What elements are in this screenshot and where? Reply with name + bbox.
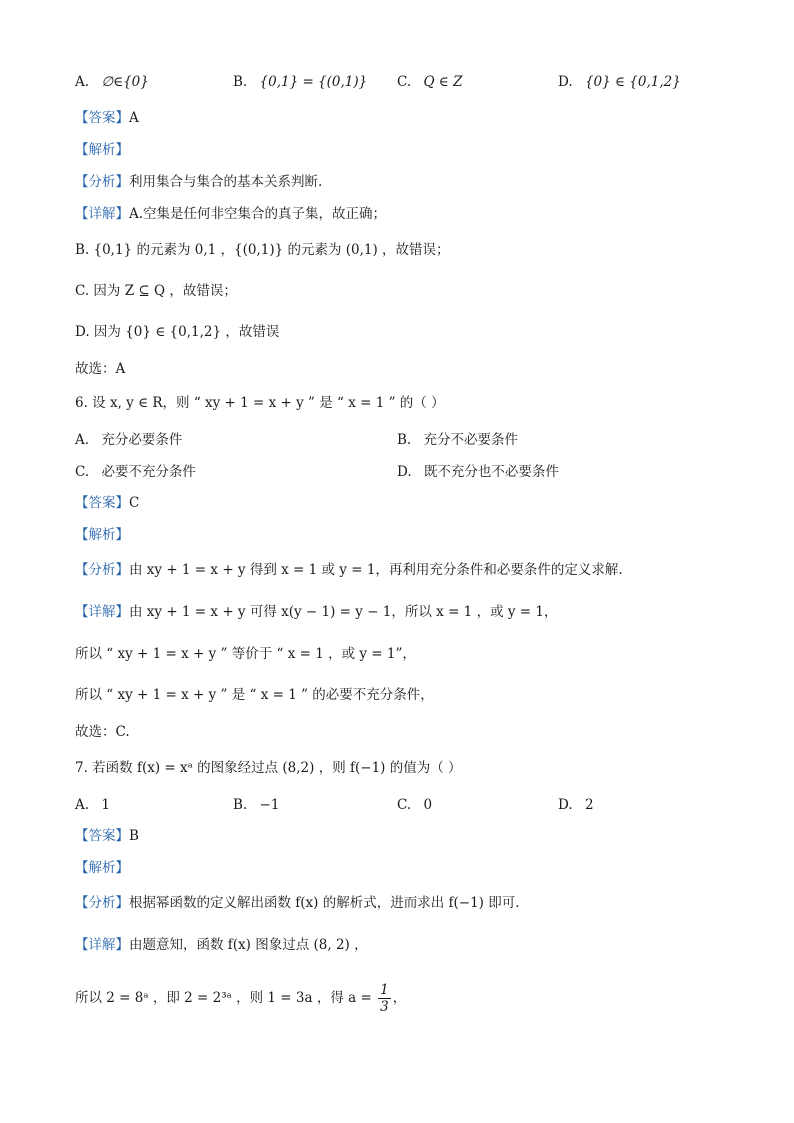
last-line-prefix: 所以 2 = 8ᵃ ，即 2 = 2³ᵃ ，则 1 = 3a ，得 a = — [75, 990, 372, 1006]
q6-option-a — [75, 430, 182, 450]
option-letter: B. — [233, 797, 248, 813]
option-text: 2 — [584, 797, 594, 813]
xiangjie-tag: 【详解】 — [75, 937, 129, 953]
q5-line-b: B. {0,1} 的元素为 0,1 ，{(0,1)} 的元素为 (0,1) ，故错误； — [75, 242, 450, 258]
fenxi-text: 根据幂函数的定义解出函数 f(x) 的解析式，进而求出 f(−1) 即可. — [129, 895, 520, 911]
q7-xiangjie — [75, 935, 368, 955]
fenxi-tag: 【分析】 — [75, 174, 129, 190]
option-text: 充分必要条件 — [101, 432, 183, 448]
q6-line-1: 所以 “ xy + 1 = x + y ” 等价于 “ x = 1 ，或 y = 1”， — [75, 646, 416, 662]
q5-analysis-tag: 【解析】 — [75, 142, 129, 158]
q6-analysis-tag: 【解析】 — [75, 527, 129, 543]
q5-fenxi — [75, 172, 322, 192]
option-text: 0 — [423, 797, 433, 813]
option-letter: B. — [233, 74, 248, 90]
answer-tag: 【答案】 — [75, 110, 129, 126]
q7-answer — [75, 826, 139, 846]
answer-tag: 【答案】 — [75, 495, 129, 511]
answer-value: C — [129, 495, 140, 511]
xiangjie-tag: 【详解】 — [75, 604, 129, 620]
q5-line-d: D. 因为 {0} ∈ {0,1,2} ，故错误 — [75, 324, 280, 340]
option-text: 必要不充分条件 — [101, 464, 196, 480]
q6-xiangjie — [75, 602, 557, 622]
xiangjie-text: 由题意知，函数 f(x) 图象过点 (8, 2) ， — [129, 937, 368, 953]
fenxi-text: 利用集合与集合的基本关系判断. — [129, 174, 323, 190]
q5-answer — [75, 108, 139, 128]
q5-conclusion: 故选：A — [75, 361, 126, 377]
option-text: Q ∈ Z — [423, 74, 463, 90]
q7-fenxi — [75, 893, 520, 913]
option-text: 1 — [101, 797, 110, 813]
q7-option-d — [558, 795, 594, 815]
option-letter: C. — [397, 74, 412, 90]
option-text: −1 — [259, 797, 280, 813]
option-letter: A. — [75, 432, 90, 448]
q7-option-c — [397, 795, 432, 815]
q7-stem: 7. 若函数 f(x) = xᵃ 的图象经过点 (8,2) ，则 f(−1) 的值为（ ） — [75, 760, 462, 776]
q6-stem: 6. 设 x, y ∈ R，则 “ xy + 1 = x + y ” 是 “ x = 1 ” 的（ ） — [75, 395, 445, 411]
option-text: {0,1} = {(0,1)} — [259, 74, 368, 90]
q7-analysis-tag: 【解析】 — [75, 860, 129, 876]
answer-value: A — [129, 110, 139, 126]
option-text: 既不充分也不必要条件 — [423, 464, 559, 480]
q7-last-line — [75, 978, 406, 1018]
xiangjie-text: A.空集是任何非空集合的真子集，故正确； — [129, 206, 387, 222]
option-text: 充分不必要条件 — [423, 432, 519, 448]
fraction — [378, 982, 391, 1015]
q5-option-d — [558, 72, 681, 92]
fenxi-tag: 【分析】 — [75, 895, 129, 911]
q6-option-c — [75, 462, 196, 482]
fraction-numerator: 1 — [380, 982, 389, 998]
q6-conclusion: 故选：C. — [75, 724, 130, 740]
option-letter: D. — [397, 464, 412, 480]
q6-option-d — [397, 462, 559, 482]
q6-answer — [75, 493, 139, 513]
option-text: ∅∈{0} — [101, 74, 149, 90]
q6-fenxi — [75, 560, 623, 580]
fenxi-text: 由 xy + 1 = x + y 得到 x = 1 或 y = 1，再利用充分条件和必要条件的定义求解. — [129, 562, 623, 578]
q7-option-b — [233, 795, 279, 815]
answer-tag: 【答案】 — [75, 828, 129, 844]
answer-value: B — [129, 828, 139, 844]
last-line-suffix: ， — [392, 990, 407, 1006]
option-letter: B. — [397, 432, 412, 448]
option-letter: A. — [75, 74, 90, 90]
q5-option-a — [75, 72, 149, 92]
q6-line-2: 所以 “ xy + 1 = x + y ” 是 “ x = 1 ” 的必要不充分条件， — [75, 687, 434, 703]
q5-option-c — [397, 72, 462, 92]
q5-option-b — [233, 72, 367, 92]
q6-option-b — [397, 430, 518, 450]
option-letter: A. — [75, 797, 90, 813]
q5-xiangjie — [75, 204, 386, 224]
option-letter: C. — [75, 464, 90, 480]
xiangjie-tag: 【详解】 — [75, 206, 129, 222]
q7-option-a — [75, 795, 110, 815]
fenxi-tag: 【分析】 — [75, 562, 129, 578]
fraction-denominator: 3 — [380, 999, 389, 1015]
option-letter: C. — [397, 797, 412, 813]
option-letter: D. — [558, 74, 573, 90]
q5-line-c: C. 因为 Z ⊆ Q ，故错误； — [75, 283, 237, 299]
xiangjie-text: 由 xy + 1 = x + y 可得 x(y − 1) = y − 1，所以 x = 1 ，或 y = 1， — [129, 604, 558, 620]
option-text: {0} ∈ {0,1,2} — [584, 74, 681, 90]
option-letter: D. — [558, 797, 573, 813]
